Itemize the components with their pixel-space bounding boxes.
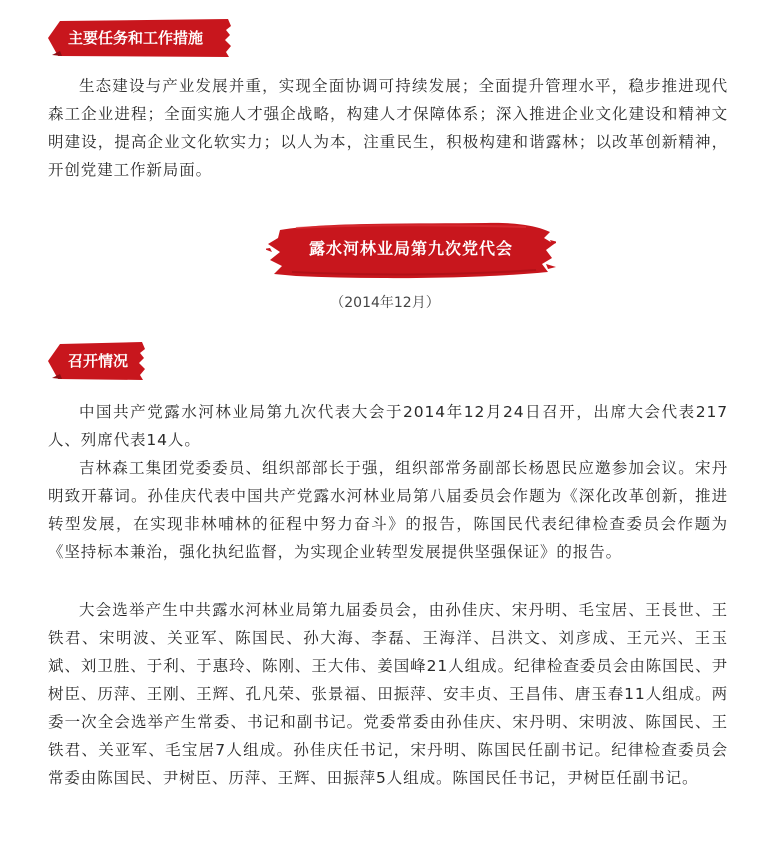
banner-title: 露水河林业局第九次党代会	[308, 239, 513, 258]
meeting-paragraph-2: 吉林森工集团党委委员、组织部部长于强，组织部常务副部长杨恩民应邀参加会议。宋丹明致开幕词。孙佳庆代表中国共产党露水河林业局第八届委员会作题为《深化改革创新，推进转型发展，在实现非林哺林的征程中努力奋斗》的报告，陈国民代表纪律检查委员会作题为《坚持标本兼治，强化执纪监督，为实现企业转型发展提供坚强保证》的报告。	[48, 459, 728, 561]
meeting-paragraph-3: 大会选举产生中共露水河林业局第九届委员会，由孙佳庆、宋丹明、毛宝居、王長世、王铁君、宋明波、关亚军、陈国民、孙大海、李磊、王海洋、吕洪文、刘彦成、王元兴、王玉斌、刘卫胜、于利、于惠玲、陈刚、王大伟、姜国峰21人组成。纪律检查委员会由陈国民、尹树臣、历萍、王刚、王辉、孔凡荣、张景福、田振萍、安丰贞、王昌伟、唐玉春11人组成。两委一次全会选举产生常委、书记和副书记。党委常委由孙佳庆、宋丹明、宋明波、陈国民、王铁君、关亚军、毛宝居7人组成。孙佳庆任书记，宋丹明、陈国民任副书记。纪律检查委员会常委由陈国民、尹树臣、历萍、王辉、田振萍5人组成。陈国民任书记，尹树臣任副书记。	[48, 601, 728, 787]
congress-banner	[266, 218, 556, 284]
section-tag-main-tasks	[48, 18, 232, 58]
section-tag-label: 主要任务和工作措施	[68, 29, 204, 47]
section-tag-label: 召开情况	[68, 352, 129, 370]
section-tag-meeting-info	[48, 341, 146, 381]
main-tasks-paragraph: 生态建设与产业发展并重，实现全面协调可持续发展；全面提升管理水平，稳步推进现代森工企业进程；全面实施人才强企战略，构建人才保障体系；深入推进企业文化建设和精神文明建设，提高企业文化软实力；以人为本，注重民生，积极构建和谐露林；以改革创新精神，开创党建工作新局面。	[48, 77, 728, 179]
congress-date: （2014年12月）	[330, 295, 440, 311]
meeting-paragraph-1: 中国共产党露水河林业局第九次代表大会于2014年12月24日召开，出席大会代表217人、列席代表14人。	[48, 403, 728, 449]
